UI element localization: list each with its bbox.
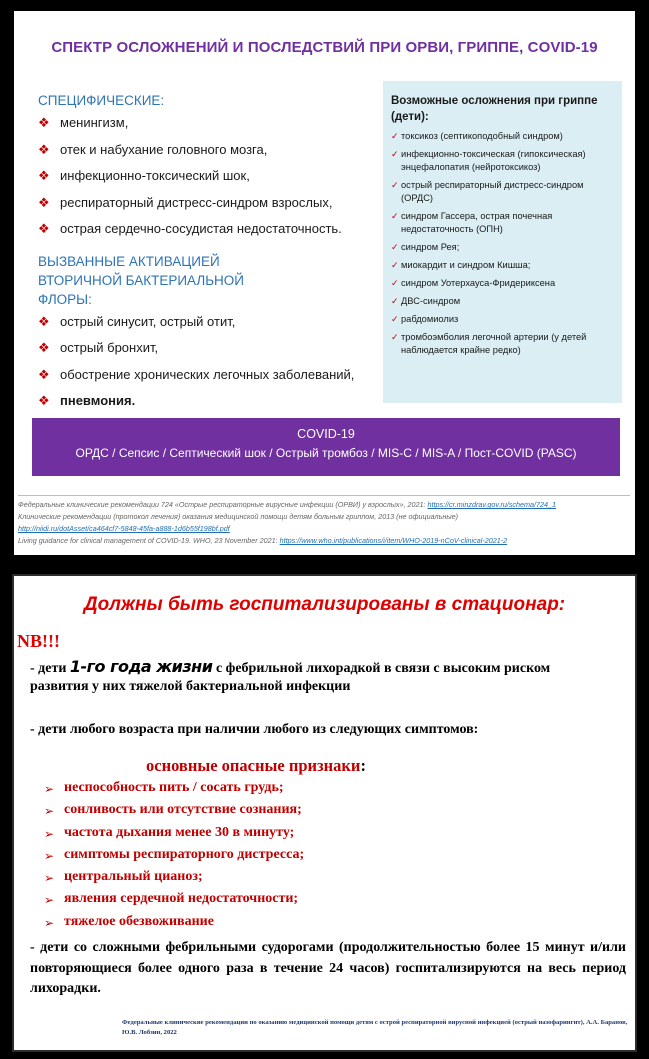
list-item: ➢ симптомы респираторного дистресса;	[44, 847, 604, 869]
arrow-bullet-icon: ➢	[44, 782, 55, 796]
flu-children-complications-box	[383, 81, 622, 403]
arrow-bullet-icon: ➢	[44, 893, 55, 908]
list-item: ❖ острый синусит, острый отит,	[38, 313, 236, 329]
diamond-bullet-icon: ❖	[38, 168, 50, 183]
list-item: ➢ частота дыхания менее 30 в минуту;	[44, 825, 604, 847]
infants-paragraph: - дети 1-го года жизни с фебрильной лихорадкой в связи с высоким риском развития у них тяжелой бактериальной инфекции	[30, 657, 551, 694]
list-item: ➢ неспособность пить / сосать грудь;	[44, 780, 604, 802]
list-item: ➢ сонливость или отсутствие сознания;	[44, 802, 604, 824]
danger-signs-list	[44, 780, 604, 936]
specific-heading: СПЕЦИФИЧЕСКИЕ:	[38, 93, 165, 108]
covid-title: COVID-19	[297, 427, 355, 441]
list-item: ❖ обострение хронических легочных заболеваний,	[38, 366, 355, 382]
box-item: ✓ ДВС-синдром	[391, 296, 461, 306]
references	[18, 495, 630, 547]
list-item: ➢ центральный цианоз;	[44, 869, 604, 891]
left-column	[38, 91, 383, 420]
handwritten-note: 1-го года жизни	[69, 657, 213, 676]
diamond-bullet-icon: ❖	[38, 221, 50, 236]
box-title: Возможные осложнения при гриппе (дети):	[391, 95, 598, 123]
list-item: ❖ отек и набухание головного мозга,	[38, 141, 268, 157]
checkmark-icon: ✓	[391, 296, 399, 306]
pneumonia-label: пневмония.	[60, 393, 136, 408]
secondary-heading: ВЫЗВАННЫЕ АКТИВАЦИЕЙ ВТОРИЧНОЙ БАКТЕРИАЛЬНОЙ ФЛОРЫ:	[38, 253, 245, 307]
diamond-bullet-icon: ❖	[38, 194, 50, 210]
reference-2: Клинические рекомендации (протокол лечения) оказания медицинской помощи детям больным гриппом, 2013 (не официальные)	[18, 512, 459, 521]
list-item: ❖ острая сердечно-сосудистая недостаточность.	[38, 221, 342, 236]
diamond-bullet-icon: ❖	[38, 366, 50, 382]
reference-2-link[interactable]: http://niidi.ru/dotAsset/ca464cf7-5848-45fa-a888-1d6b55f198bf.pdf	[18, 524, 230, 533]
box-item: ✓ острый респираторный дистресс-синдром (ОРДС)	[391, 180, 584, 203]
arrow-bullet-icon: ➢	[44, 804, 55, 819]
any-age-paragraph: - дети любого возраста при наличии любого из следующих симптомов:	[30, 722, 479, 737]
checkmark-icon: ✓	[391, 211, 399, 221]
list-item: ❖ менингизм,	[38, 115, 129, 130]
checkmark-icon: ✓	[391, 131, 399, 141]
checkmark-icon: ✓	[391, 149, 399, 159]
checkmark-icon: ✓	[391, 180, 399, 190]
reference-1: Федеральные клинические рекомендации 724 «Острые респираторные вирусные инфекции (ОРВИ) у взрослых», 2021: https://cr.minzdrav.gov.ru/schema/724_1	[18, 500, 556, 509]
checkmark-icon: ✓	[391, 260, 399, 270]
febrile-seizures-paragraph: - дети со сложными фебрильными судорогами (продолжительностью более 15 минут и/или повторяющиеся более одного раза в течение 24 часов) госпитализируются на весь период лихорадки.	[30, 940, 626, 996]
slide-1-content	[14, 11, 635, 555]
checkmark-icon: ✓	[391, 314, 399, 324]
slide-1-title: СПЕКТР ОСЛОЖНЕНИЙ И ПОСЛЕДСТВИЙ ПРИ ОРВИ, ГРИППЕ, COVID-19	[51, 39, 598, 56]
danger-signs-heading: основные опасные признаки:	[146, 756, 366, 775]
diamond-bullet-icon: ❖	[38, 141, 50, 157]
slide-2-title: Должны быть госпитализированы в стационар:	[83, 594, 566, 615]
list-item: ❖ респираторный дистресс-синдром взрослых,	[38, 194, 333, 210]
checkmark-icon: ✓	[391, 242, 399, 252]
arrow-bullet-icon: ➢	[44, 848, 55, 863]
box-item: ✓ синдром Гассера, острая почечная недостаточность (ОПН)	[391, 211, 553, 234]
list-item	[38, 393, 383, 420]
arrow-bullet-icon: ➢	[44, 915, 55, 930]
slide-hospitalization	[0, 566, 649, 1059]
list-item: ➢ явления сердечной недостаточности;	[44, 891, 604, 913]
footnote: Федеральные клинические рекомендации по оказанию медицинской помощи детям с острой респираторной вирусной инфекцией (острый назофарингит), А.А. Баранов, Ю.В. Лобзин, 2022	[122, 1019, 628, 1036]
covid-complications-line: ОРДС / Сепсис / Септический шок / Острый тромбоз / MIS-C / MIS-A / Пост-COVID (PASC)	[75, 446, 577, 460]
checkmark-icon: ✓	[391, 332, 399, 342]
slide-2-content	[12, 574, 637, 1052]
box-item: ✓ инфекционно-токсическая (гипоксическая) энцефалопатия (нейротоксикоз)	[391, 149, 586, 172]
box-item: ✓ миокардит и синдром Кишша;	[391, 260, 531, 270]
box-item: ✓ синдром Уотерхауса-Фридериксена	[391, 278, 556, 288]
nb-label: NB!!!	[17, 631, 60, 651]
box-item: ✓ токсикоз (септикоподобный синдром)	[391, 131, 563, 141]
covid-banner	[32, 418, 620, 476]
arrow-bullet-icon: ➢	[44, 826, 55, 841]
diamond-bullet-icon: ❖	[38, 340, 50, 355]
list-item: ❖ инфекционно-токсический шок,	[38, 168, 250, 183]
box-item: ✓ тромбоэмболия легочной артерии (у детей наблюдается крайне редко)	[391, 332, 587, 355]
reference-1-link[interactable]: https://cr.minzdrav.gov.ru/schema/724_1	[427, 500, 556, 509]
reference-3: Living guidance for clinical management of COVID-19. WHO, 23 November 2021: https://www.who.int/publications/i/item/WHO-2019-nCoV-clinical-2021-2	[18, 536, 508, 545]
reference-3-link[interactable]: https://www.who.int/publications/i/item/WHO-2019-nCoV-clinical-2021-2	[279, 536, 508, 545]
diamond-bullet-icon: ❖	[38, 313, 50, 329]
diamond-bullet-icon: ❖	[38, 115, 50, 130]
box-item: ✓ синдром Рея;	[391, 242, 460, 252]
list-item: ➢ тяжелое обезвоживание	[44, 914, 604, 936]
checkmark-icon: ✓	[391, 278, 399, 288]
box-item: ✓ рабдомиолиз	[391, 314, 459, 324]
arrow-bullet-icon: ➢	[44, 871, 55, 886]
diamond-bullet-icon: ❖	[38, 393, 50, 408]
list-item: ❖ острый бронхит,	[38, 340, 159, 355]
